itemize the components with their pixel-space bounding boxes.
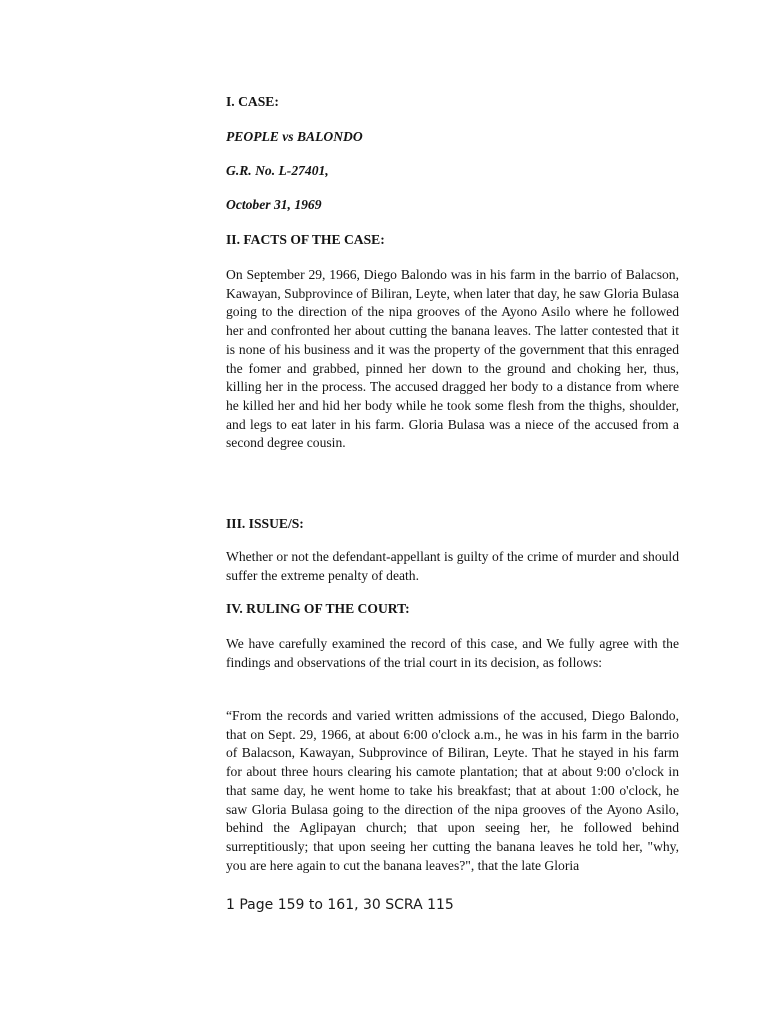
case-gr-number: G.R. No. L-27401, xyxy=(226,163,329,178)
issues-paragraph: Whether or not the defendant-appellant is guilty of the crime of murder and should suffer the extreme penalty of death. xyxy=(226,549,679,583)
ruling-heading: IV. RULING OF THE COURT: xyxy=(226,601,410,616)
facts-paragraph: On September 29, 1966, Diego Balondo was in his farm in the barrio of Balacson, Kawayan, Subprovince of Biliran, Leyte, when later that day, he saw Gloria Bulasa going to the direction of the nipa grooves of the Ayono Asilo where he followed her and confronted her about cutting the banana leaves. The latter contested that it is none of his business and it was the property of the government that this enraged the fomer and grabbed, pinned her down to the ground and choking her, thus, killing her in the process. The accused dragged her body to a distance from where he killed her and hid her body while he took some flesh from the thighs, shoulder, and legs to eat later in his farm. Gloria Bulasa was a niece of the accused from a second degree cousin. xyxy=(226,267,679,451)
case-title: PEOPLE vs BALONDO xyxy=(226,129,363,144)
facts-heading: II. FACTS OF THE CASE: xyxy=(226,232,385,247)
ruling-intro-paragraph: We have carefully examined the record of this case, and We fully agree with the findings and observations of the trial court in its decision, as follows: xyxy=(226,636,679,670)
case-date: October 31, 1969 xyxy=(226,197,322,212)
page-footer-note: 1 Page 159 to 161, 30 SCRA 115 xyxy=(226,897,454,913)
issues-heading: III. ISSUE/S: xyxy=(226,516,304,531)
case-heading: I. CASE: xyxy=(226,94,279,109)
ruling-quote-paragraph: “From the records and varied written admissions of the accused, Diego Balondo, that on Sept. 29, 1966, at about 6:00 o'clock a.m., he was in his farm in the barrio of Balacson, Kawayan, Subprovince of Biliran, Leyte. That he stayed in his farm for about three hours clearing his camote plantation; that at about 9:00 o'clock in that same day, he went home to take his breakfast; that at about 1:00 o'clock, he saw Gloria Bulasa going to the direction of the nipa grooves of the Ayono Asilo, behind the Aglipayan church; that upon seeing her, he followed behind surreptitiously; that upon seeing her cutting the banana leaves he told her, "why, you are here again to cut the banana leaves?", that the late Gloria xyxy=(226,708,679,873)
